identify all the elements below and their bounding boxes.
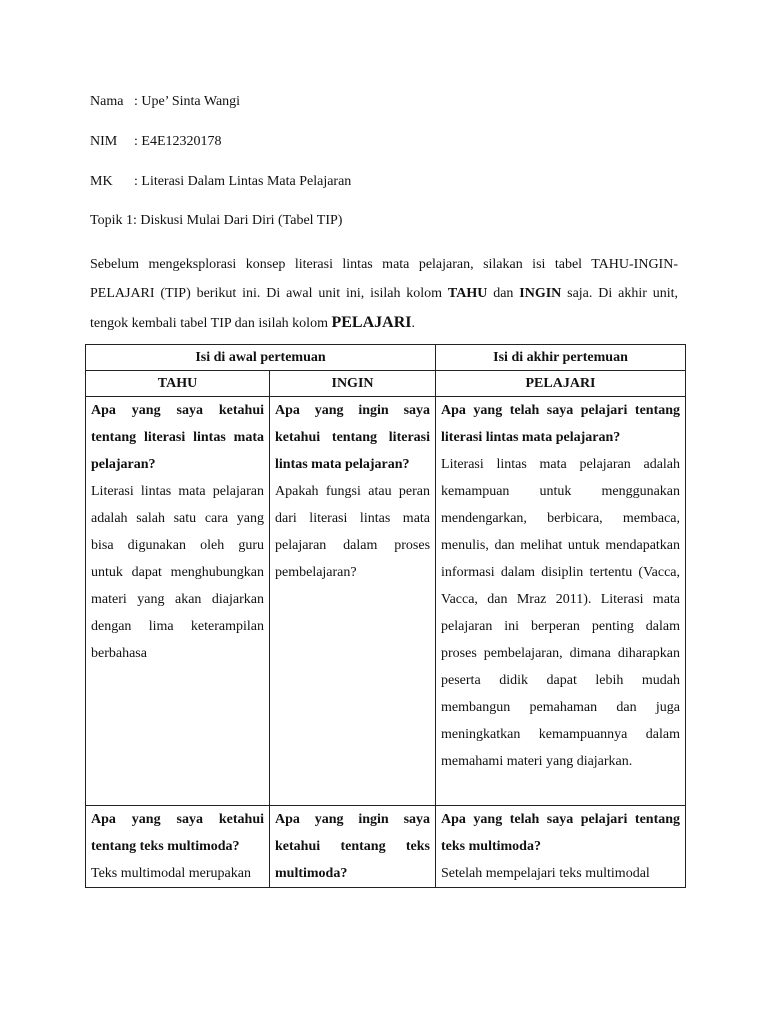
pelajari-cell xyxy=(436,397,686,806)
ingin-question: Apa yang ingin saya ketahui tentang literasi lintas mata pelajaran? xyxy=(275,403,431,472)
intro-text-2: saja. Di akhir unit, tengok kembali tabel TIP dan isilah kolom xyxy=(90,286,678,331)
ingin-question: Apa yang ingin saya ketahui tentang teks multimoda? xyxy=(275,812,431,881)
name-line xyxy=(90,92,240,112)
intro-end: . xyxy=(411,316,415,331)
nim-value: : E4E12320178 xyxy=(134,134,222,149)
table-row xyxy=(86,397,686,806)
tip-table xyxy=(85,344,686,888)
tahu-question: Apa yang saya ketahui tentang teks multimoda? xyxy=(91,812,264,854)
mk-value: : Literasi Dalam Lintas Mata Pelajaran xyxy=(134,174,352,189)
pelajari-question: Apa yang telah saya pelajari tentang teks multimoda? xyxy=(441,812,681,854)
ingin-answer: Apakah fungsi atau peran dari literasi lintas mata pelajaran dalam proses pembelajaran? xyxy=(275,484,431,580)
col-ingin-header: INGIN xyxy=(270,371,436,397)
column-header-row xyxy=(86,371,686,397)
name-label: Nama xyxy=(90,94,124,109)
pelajari-answer: Setelah mempelajari teks multimodal xyxy=(441,866,650,881)
mk-line xyxy=(90,172,351,192)
intro-dan: dan xyxy=(487,286,520,301)
tahu-answer: Literasi lintas mata pelajaran adalah salah satu cara yang bisa digunakan oleh guru untuk dapat menghubungkan materi yang akan diajarkan dengan lima keterampilan berbahasa xyxy=(91,484,264,661)
intro-tahu: TAHU xyxy=(447,286,488,301)
topic-line: Topik 1: Diskusi Mulai Dari Diri (Tabel TIP) xyxy=(90,213,343,228)
tahu-question: Apa yang saya ketahui tentang literasi lintas mata pelajaran? xyxy=(91,403,264,472)
intro-text-1: Sebelum mengeksplorasi konsep literasi lintas mata pelajaran, silakan isi tabel TAHU-INGIN-PELAJARI (TIP) berikut ini. Di awal unit ini, isilah kolom xyxy=(90,257,678,301)
col-tahu-header: TAHU xyxy=(86,371,270,397)
pelajari-question: Apa yang telah saya pelajari tentang literasi lintas mata pelajaran? xyxy=(441,403,681,445)
group-end-header: Isi di akhir pertemuan xyxy=(436,345,686,371)
intro-pelajari: PELAJARI xyxy=(331,314,412,331)
tahu-cell xyxy=(86,806,270,888)
group-start-header: Isi di awal pertemuan xyxy=(86,345,436,371)
group-header-row xyxy=(86,345,686,371)
pelajari-answer: Literasi lintas mata pelajaran adalah kemampuan untuk menggunakan mendengarkan, berbicara, membaca, menulis, dan melihat untuk mendapatkan informasi dalam disiplin tertentu (Vacca, Vacca, dan Mraz 2011). Literasi mata pelajaran ini berperan penting dalam proses pembelajaran, dimana diharapkan peserta didik dapat lebih mudah membangun pemahaman dan juga meningkatkan kemampuannya dalam memahami materi yang diajarkan. xyxy=(441,457,681,769)
name-value: : Upe’ Sinta Wangi xyxy=(134,94,241,109)
table-row xyxy=(86,806,686,888)
pelajari-cell xyxy=(436,806,686,888)
tahu-cell xyxy=(86,397,270,806)
intro-paragraph xyxy=(90,250,678,338)
ingin-cell xyxy=(270,397,436,806)
nim-line xyxy=(90,132,222,152)
col-pelajari-header: PELAJARI xyxy=(436,371,686,397)
mk-label: MK xyxy=(90,174,113,189)
intro-ingin: INGIN xyxy=(519,286,562,301)
tahu-answer: Teks multimodal merupakan xyxy=(91,866,251,881)
ingin-cell xyxy=(270,806,436,888)
nim-label: NIM xyxy=(90,134,118,149)
